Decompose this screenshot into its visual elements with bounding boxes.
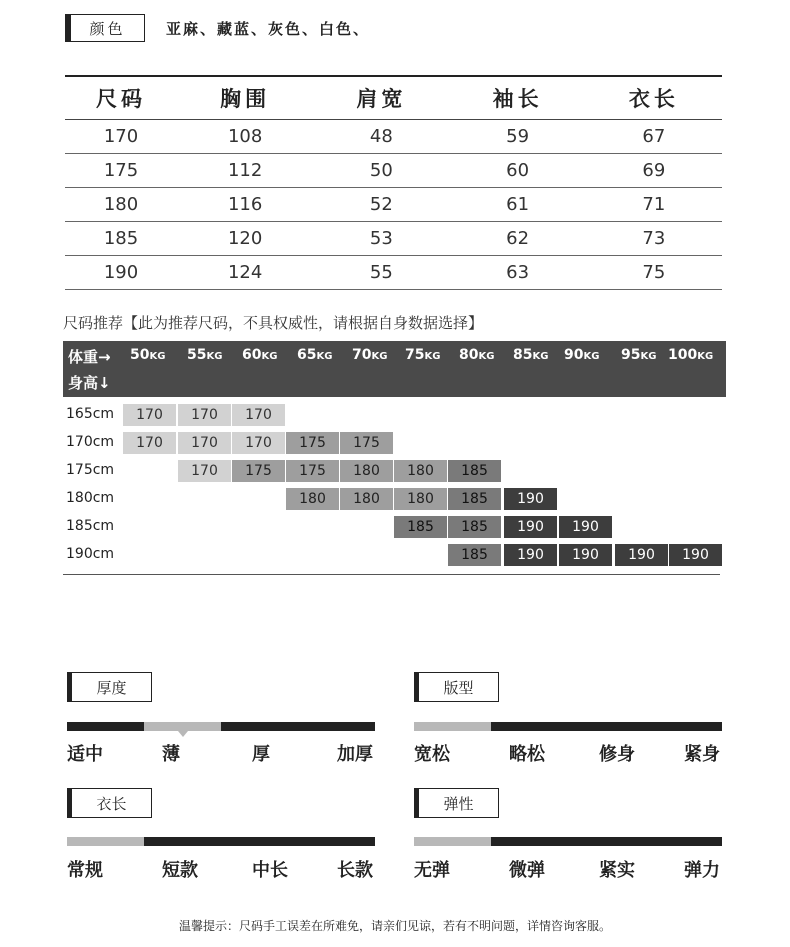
weight-unit: KG: [583, 351, 600, 362]
weight-column-header: [621, 347, 656, 363]
indicator-label: 弹性: [443, 794, 474, 813]
weight-axis-label: 体重→: [68, 348, 111, 366]
recommended-size-cell: 180: [394, 488, 447, 510]
height-row-label: 190cm: [66, 546, 115, 562]
size-table-row: [65, 120, 722, 154]
indicator-tag: [67, 788, 152, 818]
size-table-cell: 75: [586, 256, 722, 290]
recommended-size-cell: 170: [178, 460, 231, 482]
recommended-size-cell: 190: [559, 544, 612, 566]
size-table-cell: 63: [450, 256, 586, 290]
size-table-cell: 185: [65, 222, 177, 256]
recommendation-divider: [63, 574, 720, 575]
size-table-cell: 71: [586, 188, 722, 222]
indicator-option: 紧身: [684, 744, 720, 765]
indicator-option: 常规: [67, 860, 103, 881]
weight-value: 70: [352, 347, 372, 363]
size-table-cell: 55: [313, 256, 449, 290]
recommended-size-cell: 190: [504, 544, 557, 566]
weight-value: 90: [564, 347, 584, 363]
recommended-size-cell: 190: [504, 516, 557, 538]
weight-value: 50: [130, 347, 150, 363]
weight-column-header: [405, 347, 440, 363]
weight-unit: KG: [371, 351, 388, 362]
recommended-size-cell: 180: [340, 460, 393, 482]
indicator-option: 弹力: [684, 860, 720, 881]
size-table-row: [65, 154, 722, 188]
recommended-size-cell: 170: [123, 432, 176, 454]
size-table-cell: 108: [177, 120, 313, 154]
weight-value: 75: [405, 347, 425, 363]
indicator-pointer-icon: [178, 731, 188, 737]
weight-column-header: [187, 347, 222, 363]
recommended-size-cell: 180: [286, 488, 339, 510]
weight-unit: KG: [206, 351, 223, 362]
indicator-option: 略松: [509, 744, 545, 765]
indicator-label: 版型: [443, 678, 474, 697]
weight-column-header: [352, 347, 387, 363]
size-table-cell: 73: [586, 222, 722, 256]
weight-unit: KG: [424, 351, 441, 362]
height-axis-label: 身高↓: [68, 374, 111, 392]
size-table-cell: 120: [177, 222, 313, 256]
indicator-option: 中长: [252, 860, 288, 881]
indicator-selected-segment: [144, 722, 221, 731]
recommended-size-cell: 170: [123, 404, 176, 426]
header-length: 衣长: [586, 76, 722, 120]
height-row-label: 165cm: [66, 406, 115, 422]
indicator-label: 厚度: [96, 678, 127, 697]
weight-value: 55: [187, 347, 207, 363]
color-values: 亚麻、藏蓝、灰色、白色、: [166, 20, 371, 38]
indicator-scale-bar: [67, 837, 375, 846]
size-table-cell: 170: [65, 120, 177, 154]
height-row-label: 175cm: [66, 462, 115, 478]
indicator-option: 薄: [162, 744, 180, 765]
weight-value: 85: [513, 347, 533, 363]
weight-column-header: [242, 347, 277, 363]
weight-value: 100: [668, 347, 698, 363]
header-sleeve: 袖长: [450, 76, 586, 120]
weight-unit: KG: [149, 351, 166, 362]
footer-note: 温馨提示：尺码手工误差在所难免，请亲们见谅，若有不明问题，详情咨询客服。: [178, 919, 611, 933]
indicator-selected-segment: [67, 837, 144, 846]
indicator-option: 长款: [337, 860, 373, 881]
size-table-cell: 50: [313, 154, 449, 188]
indicator-label: 衣长: [96, 794, 127, 813]
size-table-cell: 190: [65, 256, 177, 290]
recommended-size-cell: 185: [448, 460, 501, 482]
size-table-cell: 53: [313, 222, 449, 256]
height-row-label: 180cm: [66, 490, 115, 506]
indicator-option: 微弹: [509, 860, 545, 881]
size-table-row: [65, 256, 722, 290]
indicator-option: 紧实: [599, 860, 635, 881]
recommended-size-cell: 170: [232, 432, 285, 454]
weight-unit: KG: [532, 351, 549, 362]
weight-value: 95: [621, 347, 641, 363]
indicator-option: 短款: [162, 860, 198, 881]
header-shoulder: 肩宽: [313, 76, 449, 120]
size-table-cell: 116: [177, 188, 313, 222]
recommended-size-cell: 185: [394, 516, 447, 538]
indicator-option: 无弹: [414, 860, 450, 881]
color-label-tag: [65, 14, 145, 42]
weight-unit: KG: [261, 351, 278, 362]
size-table: [65, 75, 722, 290]
recommended-size-cell: 170: [178, 404, 231, 426]
indicator-scale-bar: [414, 837, 722, 846]
indicator-option: 宽松: [414, 744, 450, 765]
indicator-scale-bar: [414, 722, 722, 731]
recommendation-header: [63, 341, 726, 397]
recommended-size-cell: 185: [448, 488, 501, 510]
indicator-option: 修身: [599, 744, 635, 765]
size-table-cell: 124: [177, 256, 313, 290]
weight-unit: KG: [697, 351, 714, 362]
recommended-size-cell: 170: [232, 404, 285, 426]
weight-value: 65: [297, 347, 317, 363]
recommended-size-cell: 175: [232, 460, 285, 482]
header-chest: 胸围: [177, 76, 313, 120]
recommended-size-cell: 190: [559, 516, 612, 538]
size-table-cell: 60: [450, 154, 586, 188]
weight-column-header: [668, 347, 713, 363]
indicator-option: 厚: [252, 744, 270, 765]
size-table-row: [65, 188, 722, 222]
header-size: 尺码: [65, 76, 177, 120]
recommended-size-cell: 185: [448, 516, 501, 538]
indicator-tag: [414, 788, 499, 818]
size-table-row: [65, 222, 722, 256]
weight-column-header: [297, 347, 332, 363]
color-label: 颜色: [89, 19, 126, 38]
recommended-size-cell: 180: [340, 488, 393, 510]
weight-value: 80: [459, 347, 479, 363]
size-table-header-row: [65, 76, 722, 120]
indicator-tag: [67, 672, 152, 702]
weight-column-header: [459, 347, 494, 363]
weight-unit: KG: [316, 351, 333, 362]
size-table-cell: 69: [586, 154, 722, 188]
recommended-size-cell: 170: [178, 432, 231, 454]
size-table-cell: 52: [313, 188, 449, 222]
recommended-size-cell: 190: [615, 544, 668, 566]
size-table-cell: 180: [65, 188, 177, 222]
weight-column-header: [513, 347, 548, 363]
indicator-selected-segment: [414, 722, 491, 731]
indicator-scale-bar: [67, 722, 375, 731]
size-table-cell: 48: [313, 120, 449, 154]
height-row-label: 170cm: [66, 434, 115, 450]
indicator-option: 适中: [67, 744, 103, 765]
size-table-cell: 112: [177, 154, 313, 188]
weight-column-header: [564, 347, 599, 363]
indicator-option: 加厚: [337, 744, 373, 765]
height-row-label: 185cm: [66, 518, 115, 534]
recommended-size-cell: 175: [286, 432, 339, 454]
recommended-size-cell: 185: [448, 544, 501, 566]
weight-unit: KG: [640, 351, 657, 362]
recommended-size-cell: 175: [340, 432, 393, 454]
recommended-size-cell: 190: [669, 544, 722, 566]
size-table-cell: 61: [450, 188, 586, 222]
size-table-cell: 175: [65, 154, 177, 188]
weight-unit: KG: [478, 351, 495, 362]
size-table-cell: 59: [450, 120, 586, 154]
indicator-tag: [414, 672, 499, 702]
weight-value: 60: [242, 347, 262, 363]
size-table-cell: 62: [450, 222, 586, 256]
weight-column-header: [130, 347, 165, 363]
indicator-selected-segment: [414, 837, 491, 846]
recommended-size-cell: 190: [504, 488, 557, 510]
recommendation-title: 尺码推荐【此为推荐尺码，不具权威性，请根据自身数据选择】: [63, 314, 484, 332]
size-table-cell: 67: [586, 120, 722, 154]
recommended-size-cell: 175: [286, 460, 339, 482]
recommended-size-cell: 180: [394, 460, 447, 482]
